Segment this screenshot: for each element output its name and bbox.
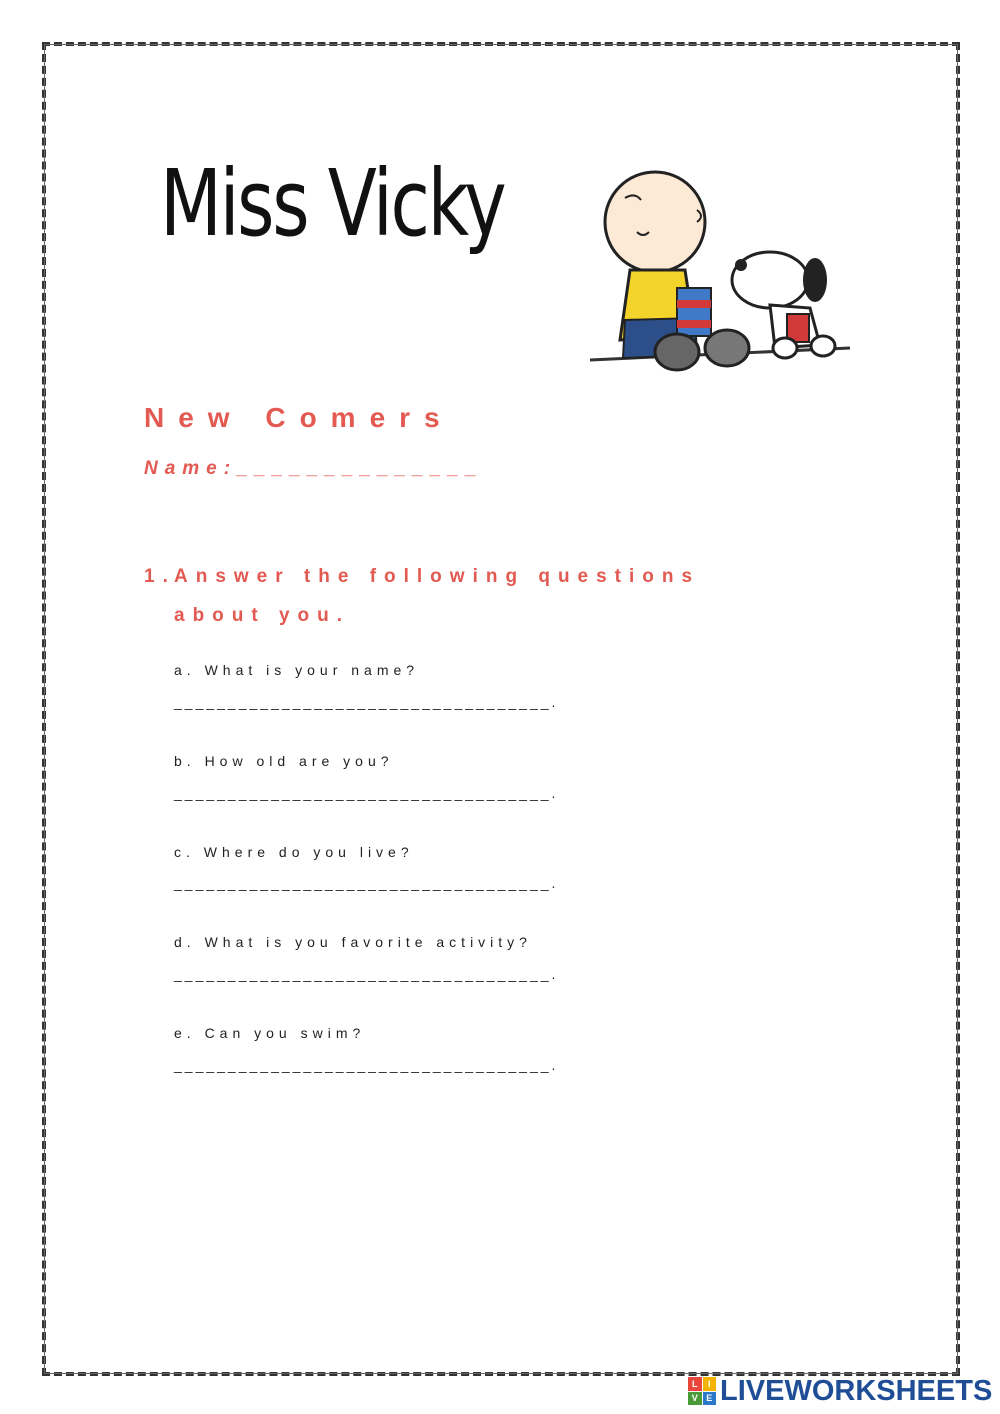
question-e: e. Can you swim? [174,1025,366,1041]
badge-letter: E [703,1392,717,1406]
instruction-number: 1. [144,566,176,587]
badge-letter: I [703,1377,717,1391]
badge-letter: V [688,1392,702,1406]
answer-line-a[interactable]: ___________________________________. [174,694,559,710]
logo-text: Miss Vicky [160,150,505,257]
question-c: c. Where do you live? [174,844,414,860]
answer-line-c[interactable]: ___________________________________. [174,875,559,891]
question-b: b. How old are you? [174,753,394,769]
charlie-brown-snoopy-illustration [585,170,855,385]
logo-miss-vicky [160,150,504,257]
question-d: d. What is you favorite activity? [174,934,532,950]
liveworksheets-logo-icon [688,1377,716,1405]
worksheet-title: New Comers [144,402,454,433]
liveworksheets-footer [688,1376,992,1406]
answer-line-b[interactable]: ___________________________________. [174,785,559,801]
name-field-label[interactable]: Name:______________ [144,458,484,479]
instruction [144,557,804,635]
badge-letter: L [688,1377,702,1391]
answer-line-d[interactable]: ___________________________________. [174,966,559,982]
liveworksheets-brand: LIVEWORKSHEETS [720,1374,993,1407]
instruction-text: Answer the following questions about you. [174,566,701,626]
answer-line-e[interactable]: ___________________________________. [174,1057,559,1073]
question-a: a. What is your name? [174,662,420,678]
